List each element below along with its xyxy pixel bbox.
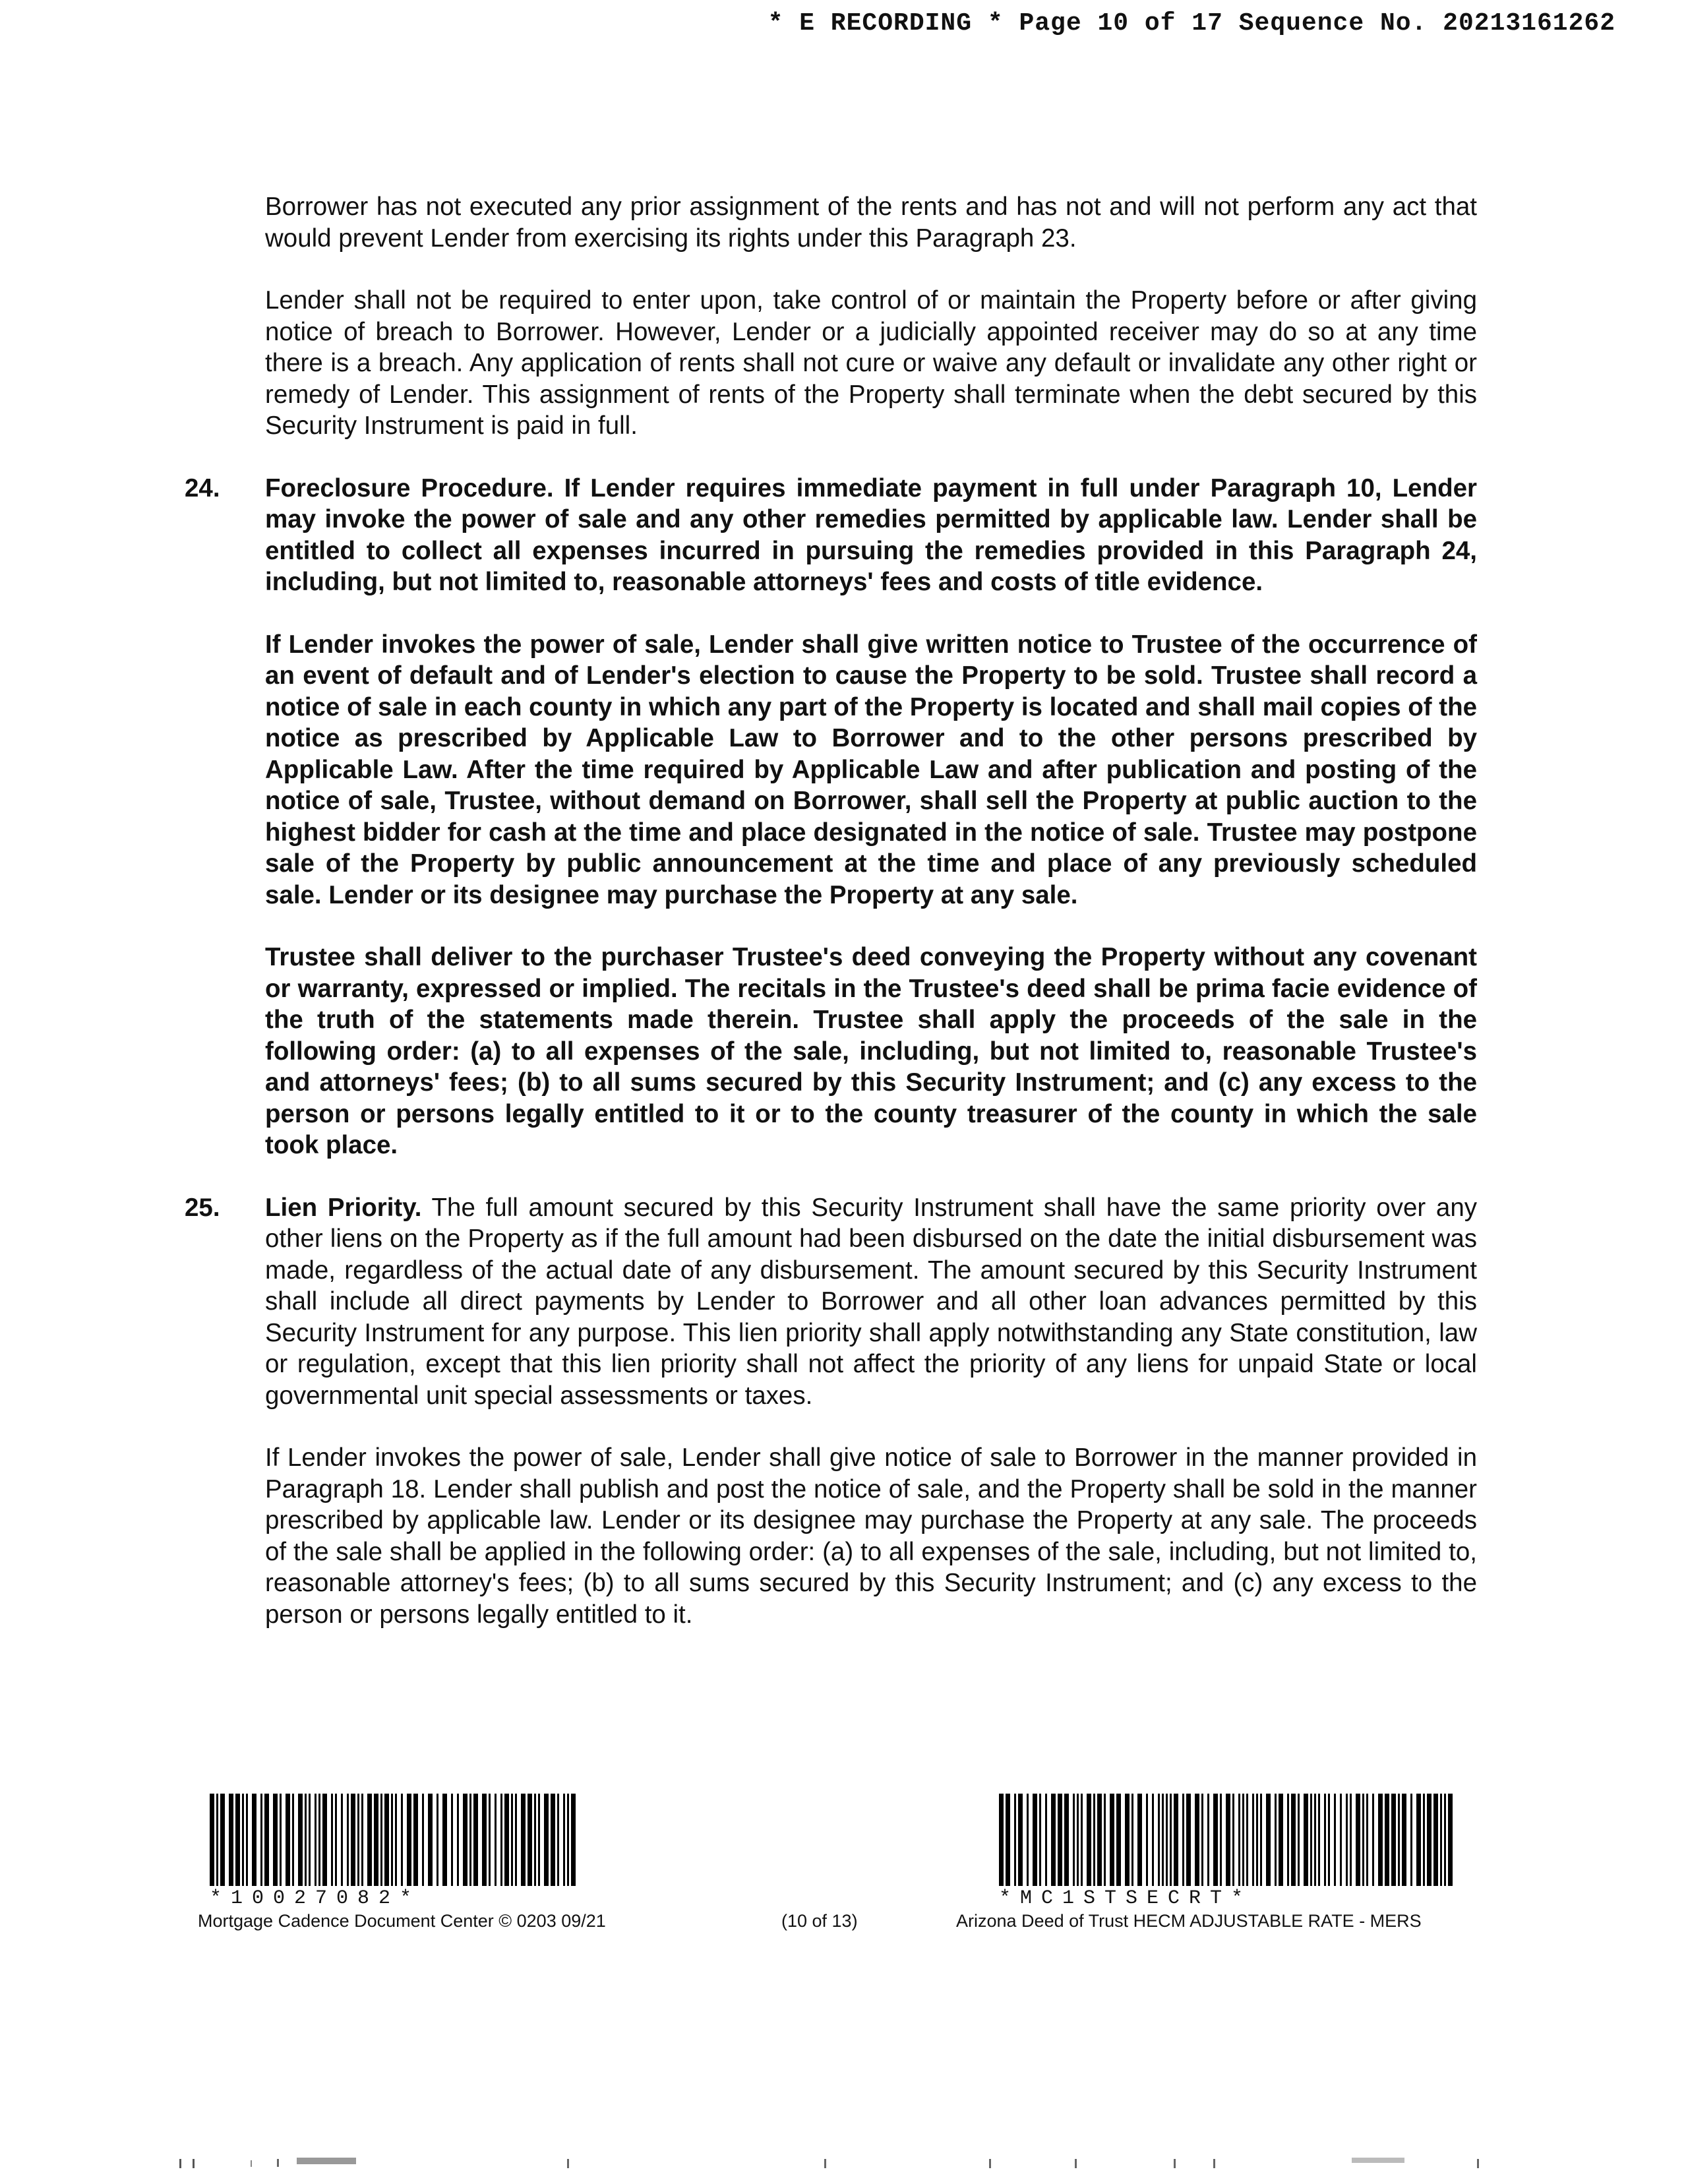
barcode-bar [463,1794,467,1886]
barcode-bar [1385,1794,1389,1886]
section-25-paragraph-2: If Lender invokes the power of sale, Lender shall give notice of sale to Borrower in the manner provided in Paragraph 18. Lender shall publish and post the notice of sale, and the Property shall be sold in the manner prescribed by applicable law. Lender or its designee may purchase the Property at any sale. The proceeds of the sale shall be applied in the following order: (a) to all expenses of the sale, including, but not limited to, reasonable attorney's fees; (b) to all sums secured by this Security Instrument; and (c) any excess to the person or persons legally entitled to it. [265,1443,1477,1629]
barcode-bar [1402,1794,1406,1886]
barcode-bar [351,1794,355,1886]
barcode-bar [482,1794,487,1886]
barcode-bar [252,1794,256,1886]
page-footer [0,1794,1688,1945]
barcode-bar [1279,1794,1283,1886]
barcode-bar [322,1794,327,1886]
barcode-bar [1232,1794,1234,1886]
document-body [185,191,1477,1661]
paragraph-23-continuation-1: Borrower has not executed any prior assignment of the rents and has not and will not perform any act that would prevent Lender from exercising its rights under this Paragraph 23. [265,193,1477,253]
barcode-left [210,1794,579,1886]
barcode-bar [1097,1794,1102,1886]
barcode-bar [1045,1794,1047,1886]
barcode-bar [1362,1794,1364,1886]
barcode-bar [309,1794,311,1886]
section-24-paragraph-2: If Lender invokes the power of sale, Lender shall give written notice to Trustee of the occurrence of an event of default and of Lender's election to cause the Property to be sold. Trustee shall record a notice of sale in each county in which any part of the Property is located and shall mail copies of the notice as prescribed by Applicable Law to Borrower and to the other persons prescribed by Applicable Law. After the time required by Applicable Law and after publication and posting of the notice of sale, Trustee, without demand on Borrower, shall sell the Property at public auction to the highest bidder for cash at the time and place designated in the notice of sale. Trustee may postpone sale of the Property by public announcement at the time and place of any previously scheduled sale. Lender or its designee may purchase the Property at any sale. [265,630,1477,909]
barcode-bar [1152,1794,1154,1886]
section-25-heading: Lien Priority. [265,1193,422,1222]
section-25 [185,1192,1477,1412]
barcode-bar [1220,1794,1222,1886]
barcode-bar [1378,1794,1383,1886]
section-24-text: If Lender requires immediate payment in full under Paragraph 10, Lender may invoke the power of sale and any other remedies permitted by applicable law. Lender shall be entitled to collect all expenses incurred in pursuing the remedies provided in this Paragraph 24, including, but not limited to, reasonable attorneys' fees and costs of title evidence. [265,473,1477,596]
barcode-bar [1125,1794,1130,1886]
barcode-bar [1346,1794,1348,1886]
barcode-bar [538,1794,540,1886]
barcode-bar [361,1794,363,1886]
section-24-number: 24. [185,473,220,502]
barcode-bar [1104,1794,1106,1886]
speck [567,2159,569,2168]
barcode-bar [1372,1794,1374,1886]
section-24-heading: Foreclosure Procedure. [265,473,554,502]
barcode-bar [544,1794,549,1886]
barcode-right-block [999,1794,1454,1910]
barcode-bar [347,1794,349,1886]
barcode-bar [1213,1794,1218,1886]
barcode-bar [1027,1794,1029,1886]
speck [1352,2158,1404,2163]
barcode-bar [1166,1794,1168,1886]
speck [277,2159,279,2167]
barcode-left-block [210,1794,579,1910]
barcode-bar [280,1794,282,1886]
barcode-bar [242,1794,244,1886]
barcode-bar [1162,1794,1164,1886]
barcode-bar [437,1794,438,1886]
speck [1213,2159,1215,2168]
barcode-bar [380,1794,382,1886]
barcode-bar [1350,1794,1352,1886]
barcode-bar [341,1794,343,1886]
barcode-bar [229,1794,233,1886]
barcode-bar [1238,1794,1240,1886]
barcode-bar [1110,1794,1114,1886]
barcode-bar [1398,1794,1400,1886]
page-count: (10 of 13) [781,1911,858,1931]
barcode-bar [1328,1794,1330,1886]
barcode-bar [1195,1794,1199,1886]
barcode-bar [1064,1794,1069,1886]
barcode-bar [374,1794,378,1886]
speck [1477,2159,1479,2168]
barcode-bar [1158,1794,1160,1886]
barcode-bar [521,1794,526,1886]
section-24 [185,473,1477,598]
barcode-bar [1137,1794,1142,1886]
barcode-bar [1058,1794,1062,1886]
barcode-bar [1014,1794,1016,1886]
barcode-bar [1410,1794,1412,1886]
barcode-bar [469,1794,471,1886]
barcode-bar [1448,1794,1453,1886]
barcode-bar [442,1794,447,1886]
barcode-bar [495,1794,497,1886]
barcode-bar [1006,1794,1010,1886]
barcode-bar [1242,1794,1244,1886]
barcode-bar [298,1794,303,1886]
barcode-bar [1304,1794,1308,1886]
barcode-bar [1440,1794,1442,1886]
barcode-bar [367,1794,372,1886]
barcode-bar [1416,1794,1421,1886]
section-25-number: 25. [185,1193,220,1222]
barcode-bar [286,1794,290,1886]
barcode-bar [557,1794,559,1886]
barcode-bar [1391,1794,1396,1886]
barcode-bar [1252,1794,1254,1886]
barcode-bar [571,1794,576,1886]
barcode-bar [457,1794,459,1886]
barcode-bar [391,1794,393,1886]
barcode-bar [534,1794,536,1886]
barcode-bar [1366,1794,1368,1886]
barcode-bar [1018,1794,1023,1886]
barcode-bar [1077,1794,1079,1886]
barcode-bar [451,1794,453,1886]
barcode-bar [1246,1794,1248,1886]
barcode-bar [1207,1794,1209,1886]
barcode-bar [1081,1794,1083,1886]
barcode-bar [1039,1794,1041,1886]
barcode-bar [528,1794,532,1886]
speck [824,2159,826,2168]
barcode-bar [1201,1794,1203,1886]
barcode-bar [1318,1794,1320,1886]
barcode-bar [1033,1794,1037,1886]
barcode-bar [1356,1794,1360,1886]
barcode-bar [413,1794,418,1886]
barcode-bar [384,1794,389,1886]
barcode-bar [1073,1794,1075,1886]
scan-specks [0,2150,1688,2176]
barcode-bar [246,1794,248,1886]
barcode-bar [1291,1794,1296,1886]
barcode-bar [1266,1794,1271,1886]
recording-header: * E RECORDING * Page 10 of 17 Sequence No. 20213161262 [768,9,1615,38]
barcode-bar [216,1794,218,1886]
barcode-bar [1427,1794,1432,1886]
barcode-bar [567,1794,569,1886]
barcode-bar [1444,1794,1446,1886]
barcode-bar [504,1794,509,1886]
speck [179,2159,181,2168]
speck [1075,2159,1077,2168]
barcode-bar [1174,1794,1178,1886]
barcode-bar [1287,1794,1289,1886]
barcode-bar [210,1794,214,1886]
barcode-bar [1260,1794,1262,1886]
barcode-bar [1087,1794,1091,1886]
barcode-bar [473,1794,478,1886]
barcode-bar [1093,1794,1095,1886]
barcode-bar [1146,1794,1148,1886]
barcode-bar [1275,1794,1277,1886]
barcode-bar [401,1794,403,1886]
barcode-bar [1186,1794,1191,1886]
barcode-bar [515,1794,517,1886]
barcode-bar [1433,1794,1438,1886]
barcode-bar [1170,1794,1172,1886]
barcode-bar [395,1794,397,1886]
barcode-bar [1131,1794,1133,1886]
barcode-bar [407,1794,411,1886]
barcode-bar [551,1794,555,1886]
barcode-bar [1324,1794,1326,1886]
speck [989,2159,991,2168]
barcode-bar [335,1794,337,1886]
barcode-bar [500,1794,502,1886]
barcode-bar [1334,1794,1336,1886]
barcode-bar [1340,1794,1342,1886]
barcode-left-text: *10027082* [210,1887,421,1910]
barcode-right-text: *MC1STSECRT* [999,1887,1253,1910]
speck [1174,2159,1176,2168]
section-25-text: The full amount secured by this Security Instrument shall have the same priority over any other liens on the Property as if the full amount had been disbursed on the date the initial disbursement was made, regardless of the actual date of any disbursement. The amount secured by this Security Instrument shall include all direct payments by Lender to Borrower and all other loan advances permitted by this Security Instrument for any purpose. This lien priority shall apply notwithstanding any State constitution, law or regulation, except that this lien priority shall not affect the priority of any liens for unpaid State or local governmental unit special assessments or taxes. [265,1193,1477,1410]
barcode-bar [511,1794,513,1886]
speck [251,2160,252,2167]
speck [297,2158,356,2164]
barcode-bar [260,1794,262,1886]
barcode-bar [1226,1794,1230,1886]
barcode-bar [305,1794,307,1886]
barcode-bar [331,1794,333,1886]
speck [193,2159,195,2168]
barcode-bar [220,1794,225,1886]
barcode-bar [264,1794,269,1886]
barcode-bar [1298,1794,1300,1886]
barcode-bar [1182,1794,1184,1886]
barcode-bar [1051,1794,1056,1886]
section-24-paragraph-3: Trustee shall deliver to the purchaser Trustee's deed conveying the Property without any covenant or warranty, expressed or implied. The recitals in the Trustee's deed shall be prima facie evidence of the truth of the statements made therein. Trustee shall apply the proceeds of the sale in the following order: (a) to all expenses of the sale, including, but not limited to, reasonable Trustee's and attorneys' fees; (b) to all sums secured by this Security Instrument; and (c) any excess to the person or persons legally entitled to it or to the county treasurer of the county in which the sale took place. [265,943,1477,1159]
barcode-bar [489,1794,491,1886]
barcode-bar [235,1794,240,1886]
barcode-bar [1310,1794,1312,1886]
barcode-bar [999,1794,1004,1886]
barcode-bar [1423,1794,1425,1886]
barcode-bar [357,1794,359,1886]
barcode-bar [315,1794,316,1886]
barcode-bar [1256,1794,1258,1886]
barcode-bar [318,1794,320,1886]
barcode-bar [1314,1794,1316,1886]
barcode-bar [422,1794,424,1886]
barcode-bar [273,1794,278,1886]
paragraph-23-continuation-2: Lender shall not be required to enter upon, take control of or maintain the Property before or after giving notice of breach to Borrower. However, Lender or a judicially appointed receiver may do so at any time there is a breach. Any application of rents shall not cure or waive any default or invalidate any other right or remedy of Lender. This assignment of rents of the Property shall terminate when the debt secured by this Security Instrument is paid in full. [265,286,1477,440]
document-center-label: Mortgage Cadence Document Center © 0203 09/21 [198,1911,606,1931]
barcode-bar [292,1794,294,1886]
form-name: Arizona Deed of Trust HECM ADJUSTABLE RATE - MERS [956,1911,1422,1931]
barcode-right [999,1794,1454,1886]
barcode-bar [428,1794,433,1886]
barcode-bar [563,1794,565,1886]
barcode-bar [1116,1794,1121,1886]
